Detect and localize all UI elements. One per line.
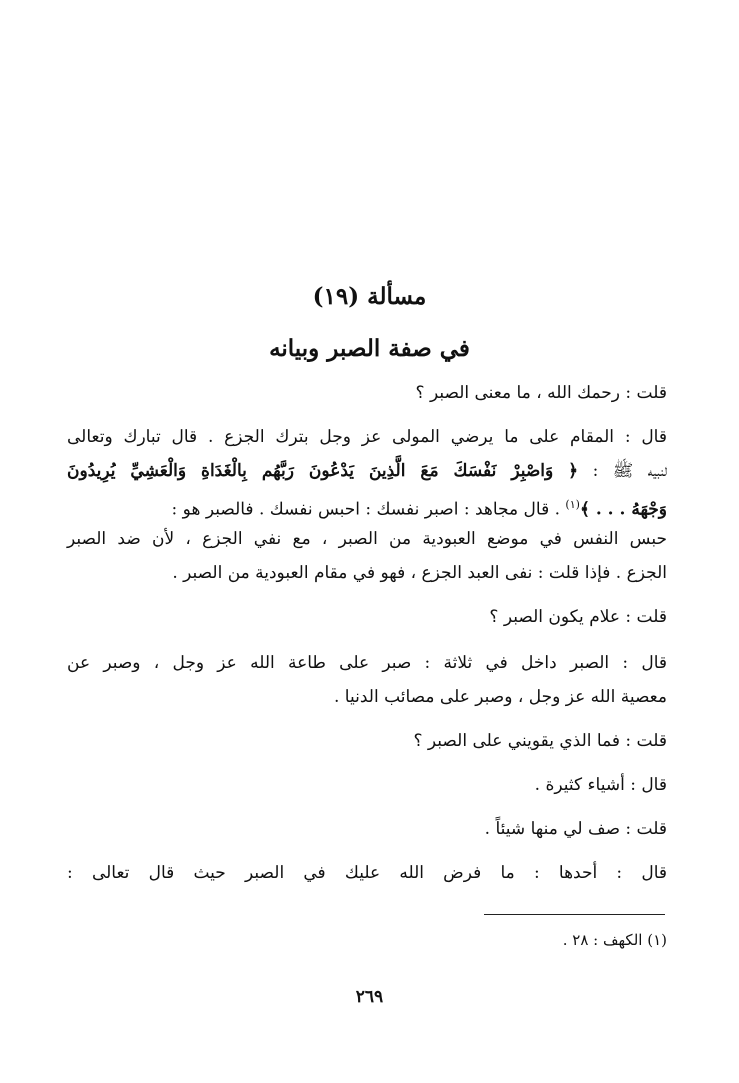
footnote: (١) الكهف : ٢٨ .	[562, 931, 667, 949]
paragraph-answer-1-line-5: الجزع . فإذا قلت : نفى العبد الجزع ، فهو في مقام العبودية من الصبر .	[172, 563, 667, 583]
paragraph-answer-2-line-1: قال : الصبر داخل في ثلاثة : صبر على طاعة الله عز وجل ، وصبر عن	[67, 653, 667, 673]
paragraph-question-3: قلت : فما الذي يقويني على الصبر ؟	[413, 731, 667, 751]
question-number-heading: مسألة (١٩)	[312, 283, 427, 310]
page-number: ٢٦٩	[355, 987, 384, 1007]
footnote-reference: (١)	[565, 498, 580, 511]
paragraph-answer-3: قال : أشياء كثيرة .	[534, 775, 667, 795]
paragraph-answer-1-line-3	[67, 488, 667, 527]
paragraph-question-4: قلت : صف لي منها شيئاً .	[484, 819, 667, 839]
footnote-divider	[484, 914, 665, 915]
paragraph-answer-4: قال : أحدها : ما فرض الله عليك في الصبر حيث قال تعالى :	[67, 863, 667, 883]
paragraph-answer-1-line-2	[67, 454, 667, 488]
paragraph-question-1: قلت : رحمك الله ، ما معنى الصبر ؟	[415, 383, 667, 403]
paragraph-answer-1-line-4: حبس النفس في موضع العبودية من الصبر ، مع نفي الجزع ، لأن ضد الصبر	[67, 529, 667, 549]
section-subtitle: في صفة الصبر وبيانه	[269, 335, 470, 362]
quran-verse: ﴿ وَاصْبِرْ نَفْسَكَ مَعَ الَّذِينَ يَدْعُونَ رَبَّهُم بِالْغَدَاةِ وَالْعَشِيِّ يُرِيدُونَ	[67, 461, 579, 481]
text-segment: لنبيه ﷺ :	[592, 461, 668, 481]
quran-verse-end: وَجْهَهُ . . . ﴾	[579, 499, 667, 520]
text-segment: . قال مجاهد : اصبر نفسك : احبس نفسك . فالصبر هو :	[171, 499, 561, 520]
paragraph-answer-1-line-1: قال : المقام على ما يرضي المولى عز وجل بترك الجزع . قال تبارك وتعالى	[67, 427, 667, 447]
paragraph-question-2: قلت : علام يكون الصبر ؟	[489, 607, 667, 627]
paragraph-answer-2-line-2: معصية الله عز وجل ، وصبر على مصائب الدنيا .	[334, 687, 667, 707]
